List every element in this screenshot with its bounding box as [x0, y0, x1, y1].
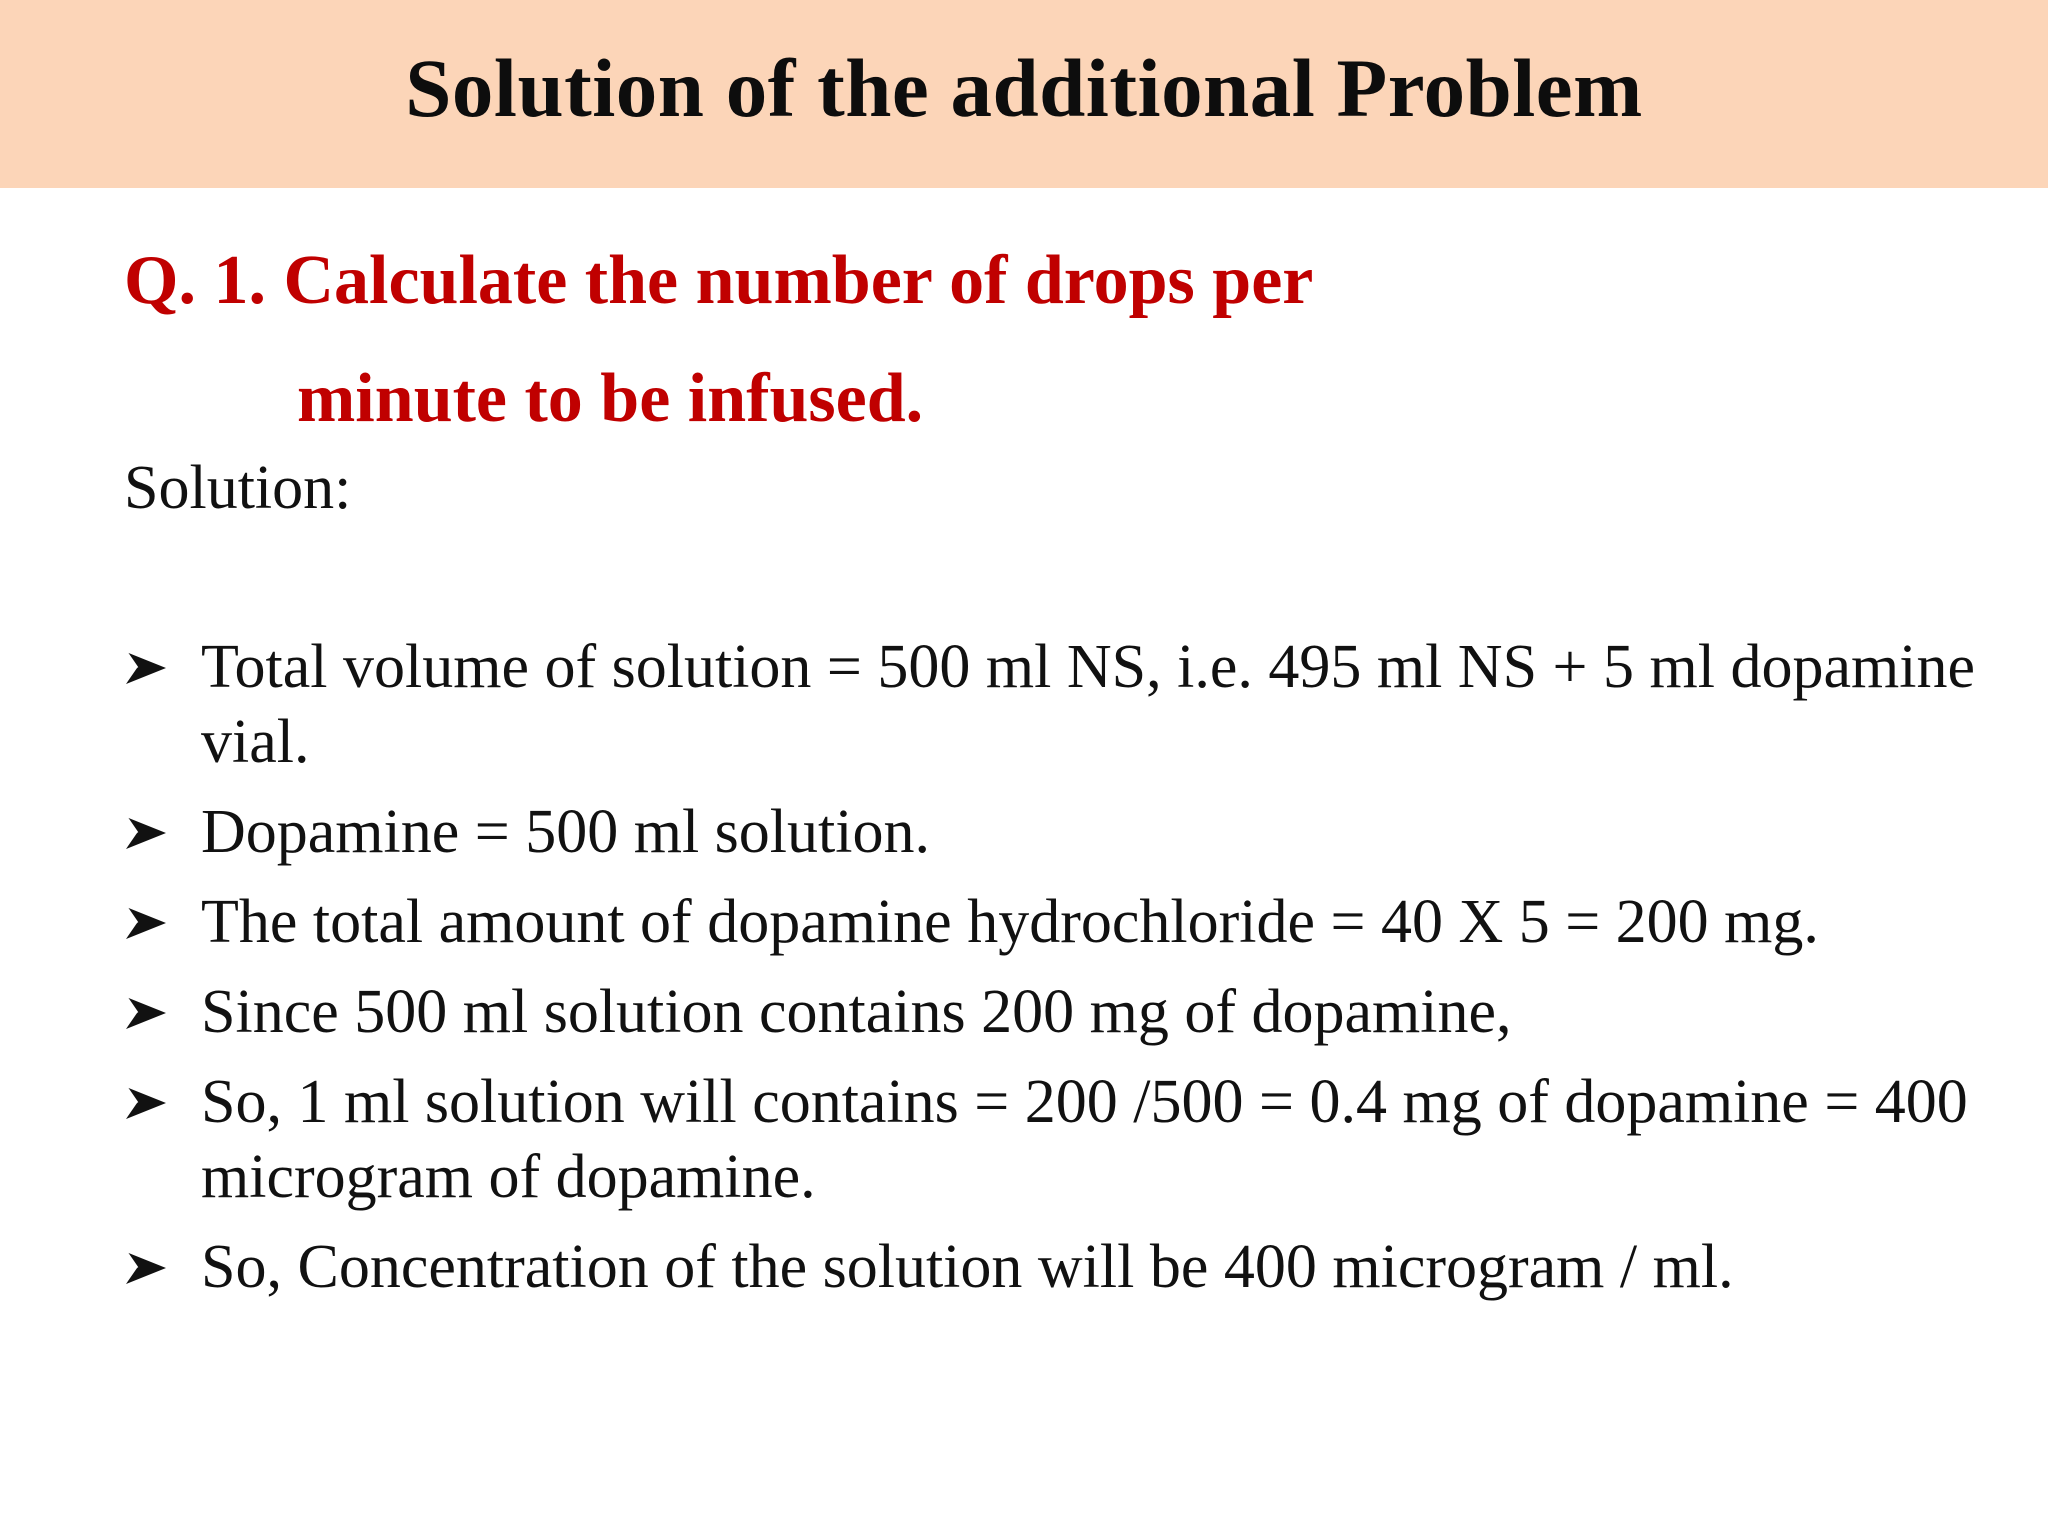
arrow-bullet-icon	[124, 630, 201, 686]
solution-step-text: Since 500 ml solution contains 200 mg of dopamine,	[201, 978, 1512, 1046]
solution-step-text: Dopamine = 500 ml solution.	[201, 798, 930, 866]
title-band	[0, 0, 2048, 188]
solution-step-5	[124, 1065, 2004, 1215]
arrow-bullet-icon	[124, 1065, 201, 1121]
solution-step-4	[124, 975, 2004, 1050]
solution-step-text: Total volume of solution = 500 ml NS, i.e. 495 ml NS + 5 ml dopamine vial.	[201, 633, 1975, 776]
question-heading	[124, 222, 1944, 458]
solution-step-2	[124, 795, 2004, 870]
solution-steps-list	[124, 630, 2004, 1320]
solution-step-6	[124, 1230, 2004, 1305]
question-line-1: Q. 1. Calculate the number of drops per	[124, 242, 1314, 319]
solution-step-1	[124, 630, 2004, 780]
solution-step-text: The total amount of dopamine hydrochloride = 40 X 5 = 200 mg.	[201, 888, 1819, 956]
slide-title: Solution of the additional Problem	[405, 41, 1643, 134]
solution-label: Solution:	[124, 454, 352, 522]
solution-step-text: So, Concentration of the solution will be 400 microgram / ml.	[201, 1233, 1734, 1301]
question-line-2: minute to be infused.	[297, 360, 924, 437]
arrow-bullet-icon	[124, 885, 201, 941]
arrow-bullet-icon	[124, 1230, 201, 1286]
arrow-bullet-icon	[124, 975, 201, 1031]
solution-step-3	[124, 885, 2004, 960]
arrow-bullet-icon	[124, 795, 201, 851]
solution-step-text: So, 1 ml solution will contains = 200 /500 = 0.4 mg of dopamine = 400 microgram of dopamine.	[201, 1068, 1968, 1211]
